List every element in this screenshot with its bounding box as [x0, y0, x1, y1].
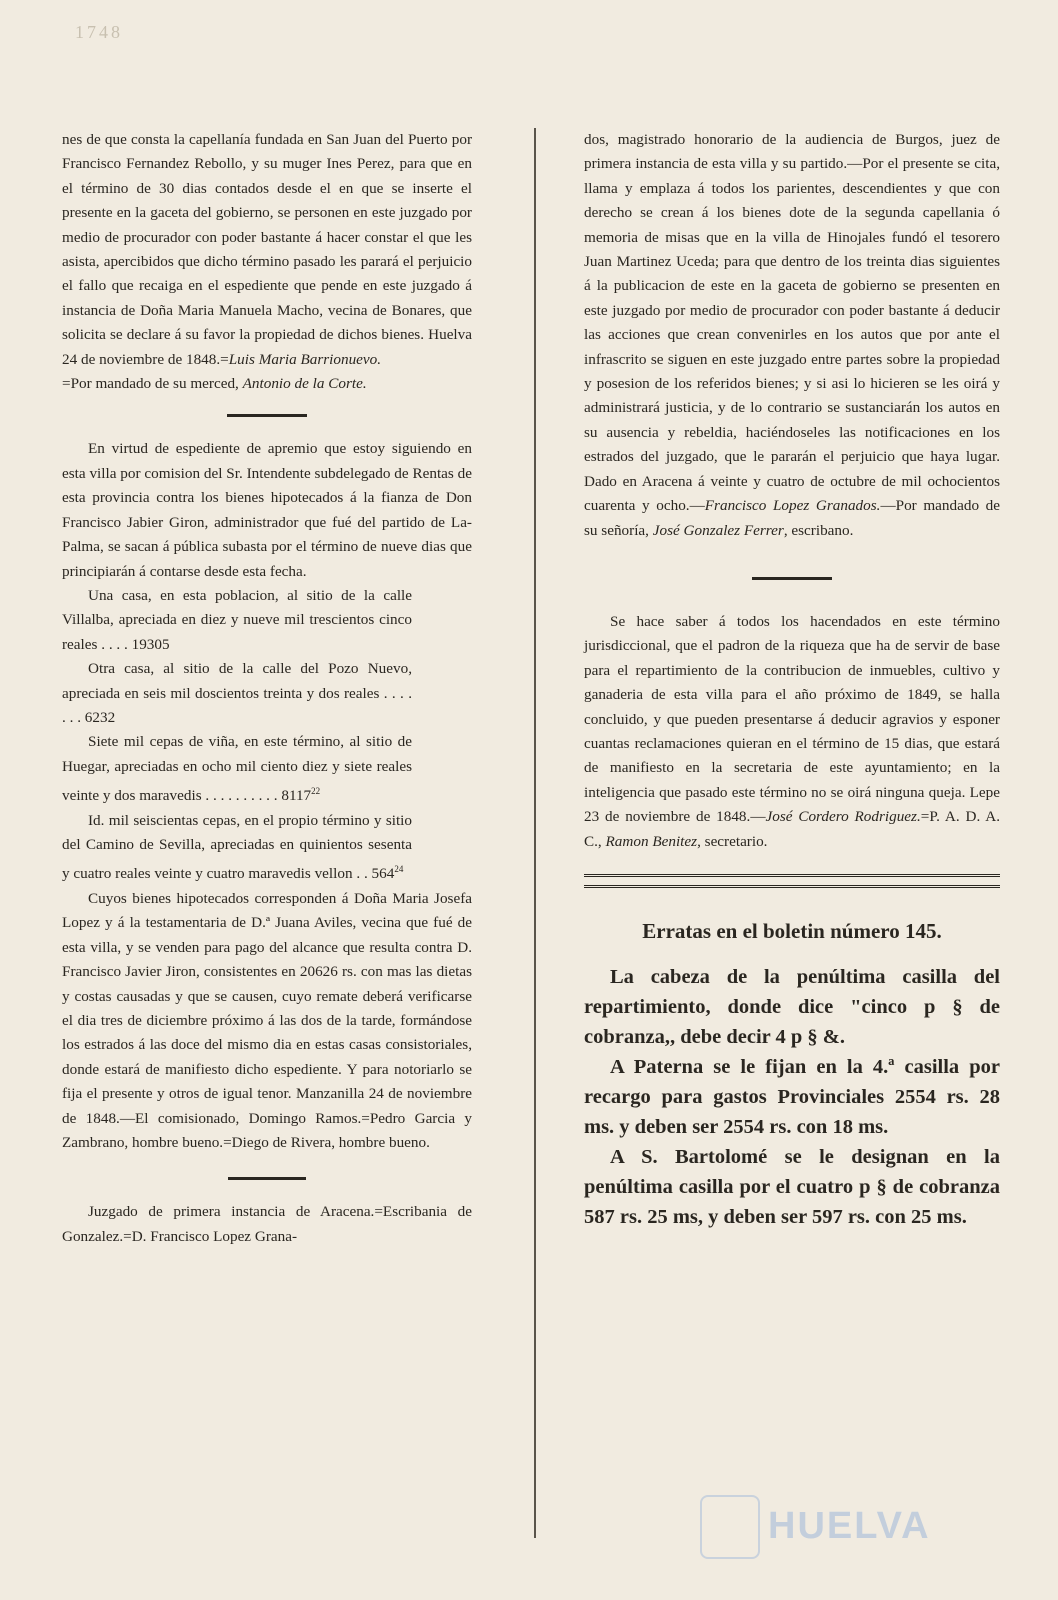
library-stamp-emblem-icon	[700, 1495, 760, 1559]
errata-item: La cabeza de la penúltima casilla del repartimiento, donde dice "cinco p § de cobranza,, debe decir 4 p § &.	[584, 965, 1000, 1048]
auction-item-text: Siete mil cepas de viña, en este término, al sitio de Huegar, apreciadas en ocho mil ciento diez y siete reales veinte y dos maravedis . . . . . . . . . . 8117$^{22}$	[62, 733, 412, 805]
section-separator	[228, 1177, 306, 1180]
left-column	[62, 128, 472, 1249]
auction-item-text: Otra casa, al sitio de la calle del Pozo Nuevo, apreciada en seis mil doscientos treinta y dos reales . . . . . . . 6232	[62, 660, 412, 726]
auction-item-text: Id. mil seiscientas cepas, en el propio término y sitio del Camino de Sevilla, apreciadas en quinientos sesenta y cuatro reales veinte y cuatro maravedis vellon . . $564^{24}$	[62, 811, 412, 883]
notice-aracena-body: dos, magistrado honorario de la audiencia de Burgos, juez de primera instancia de esta villa y su partido.—Por el presente se cita, llama y emplaza á todos los parientes, descendientes y que con derecho se crean á los bienes dote de la segunda capellania ó memoria de misas que en la villa de Hinojales fundó el tesorero Juan Martinez Uceda; para que dentro de los treinta dias siguientes á la publicacion de este en la gaceta de gobierno se presenten en este juzgado por medio de procurador con poder bastante á deducir las acciones que crean convenirles en los autos que por ante el infrascrito se siguen en este juzgado entre partes sobre la propiedad y posesion de los referidos bienes; y si asi lo hicieren se les oirá y administrará justicia, y de lo contrario se sustanciarán los autos en su ausencia y rebeldia, haciéndoseles las notificaciones en los estrados del juzgado, que le pararán el perjuicio que haya lugar. Dado en Aracena á veinte y cuatro de octubre de mil ochocientos cuarenta y ocho.—Francisco Lopez Granados.—Por mandado de su señoría, José Gonzalez Ferrer, escribano.	[584, 131, 1000, 539]
errata-item: A Paterna se le fijan en la 4.ª casilla por recargo para gastos Provinciales 2554 rs. 28 ms. y deben ser 2554 rs. con 18 ms.	[584, 1055, 1000, 1138]
signature: José Gonzalez Ferrer	[652, 521, 784, 539]
errata-title: Erratas en el boletin número 145.	[642, 918, 942, 943]
auction-item-amount: 6232	[84, 708, 116, 726]
signature: Antonio de la Corte.	[242, 375, 367, 393]
notice-lepe: Se hace saber á todos los hacendados en este término jurisdiccional, que el padron de la riqueza que ha de servir de base para el repartimiento de la contribucion de inmuebles, cultivo y ganaderia de esta villa para el año próximo de 1849, se halla concluido, y que pueden presentarse á deducir agravios y esponer cuantas reclamaciones quieran en el término de 15 dias, que estará de manifiesto en la secretaria de este ayuntamiento; en la inteligencia que pasado este término no se oirá ninguna queja. Lepe 23 de noviembre de 1848.—José Cordero Rodriguez.=P. A. D. A. C., Ramon Benitez, secretario.	[584, 612, 1000, 850]
auction-item-amount: 564	[371, 865, 395, 883]
notice-aracena-header: Juzgado de primera instancia de Aracena.=Escribania de Gonzalez.=D. Francisco Lopez Grana-	[62, 1203, 472, 1245]
library-stamp: HUELVA	[768, 1505, 931, 1547]
auction-item-text: Una casa, en esta poblacion, al sitio de la calle Villalba, apreciada en diez y nueve mil trescientos cinco reales . . . . 19305	[62, 586, 412, 653]
notice-capellania: nes de que consta la capellanía fundada en San Juan del Puerto por Francisco Fernandez Rebollo, y su muger Ines Perez, para que en el término de 30 dias contados desde el en que se inserte el presente en la gaceta del gobierno, se personen en este juzgado por medio de procurador con poder bastante á hacer constar el que les asista, apercibidos que dicho término pasado les parará el perjuicio el fallo que recaiga en el espediente que pende en este juzgado á instancia de Doña Maria Manuela Macho, vecina de Bonares, que solicita se declare á su favor la propiedad de dichos bienes. Huelva 24 de noviembre de 1848.=Luis Maria Barrionuevo. =Por mandado de su merced, Antonio de la Corte.	[62, 131, 472, 393]
auction-item	[62, 584, 472, 657]
section-separator	[227, 414, 307, 417]
column-divider	[534, 128, 536, 1538]
signature: Ramon Benitez	[605, 832, 698, 850]
auction-item	[62, 809, 472, 887]
signature: Luis Maria Barrionuevo.	[228, 350, 382, 368]
auction-item	[62, 657, 472, 730]
section-separator	[752, 577, 832, 580]
right-column	[584, 128, 1000, 1232]
errata-item: A S. Bartolomé se le designan en la penúltima casilla por el cuatro p § de cobranza 587 rs. 25 ms, y deben ser 597 rs. con 25 ms.	[584, 1145, 1000, 1228]
auction-item-amount: 8117	[281, 787, 312, 805]
auction-item-amount: 19305	[131, 635, 170, 653]
signature: Francisco Lopez Granados.	[704, 497, 881, 515]
signature: José Cordero Rodriguez.	[765, 808, 921, 826]
section-separator-double	[584, 874, 1000, 888]
auction-item	[62, 730, 472, 808]
notice-subasta-details: Cuyos bienes hipotecados corresponden á Doña Maria Josefa Lopez y á la testamentaria de D.ª Juana Aviles, vecina que fué de esta villa, y se venden para pago del alcance que resulta contra D. Francisco Javier Jiron, consistentes en 20626 rs. con mas las dietas y costas causadas y que se causen, cuyo remate deberá verificarse el dia tres de diciembre próximo á las dos de la tarde, formándose los estrados á las doce del mismo dia en estas casas consistoriales, donde estará de manifiesto dicho espediente. Y para notoriarlo se fija el presente y otros de igual tenor. Manzanilla 24 de noviembre de 1848.—El comisionado, Domingo Ramos.=Pedro Garcia y Zambrano, hombre bueno.=Diego de Rivera, hombre bueno.	[62, 889, 472, 1151]
notice-subasta-intro: En virtud de espediente de apremio que estoy siguiendo en esta villa por comision del Sr. Intendente subdelegado de Rentas de esta provincia contra los bienes hipotecados á la fianza de Don Francisco Jabier Giron, administrador que fué del partido de La-Palma, se sacan á pública subasta por el término de nueve dias que principiarán á contarse desde esta fecha.	[62, 440, 472, 580]
corner-handwritten-mark: 1748	[75, 22, 123, 42]
